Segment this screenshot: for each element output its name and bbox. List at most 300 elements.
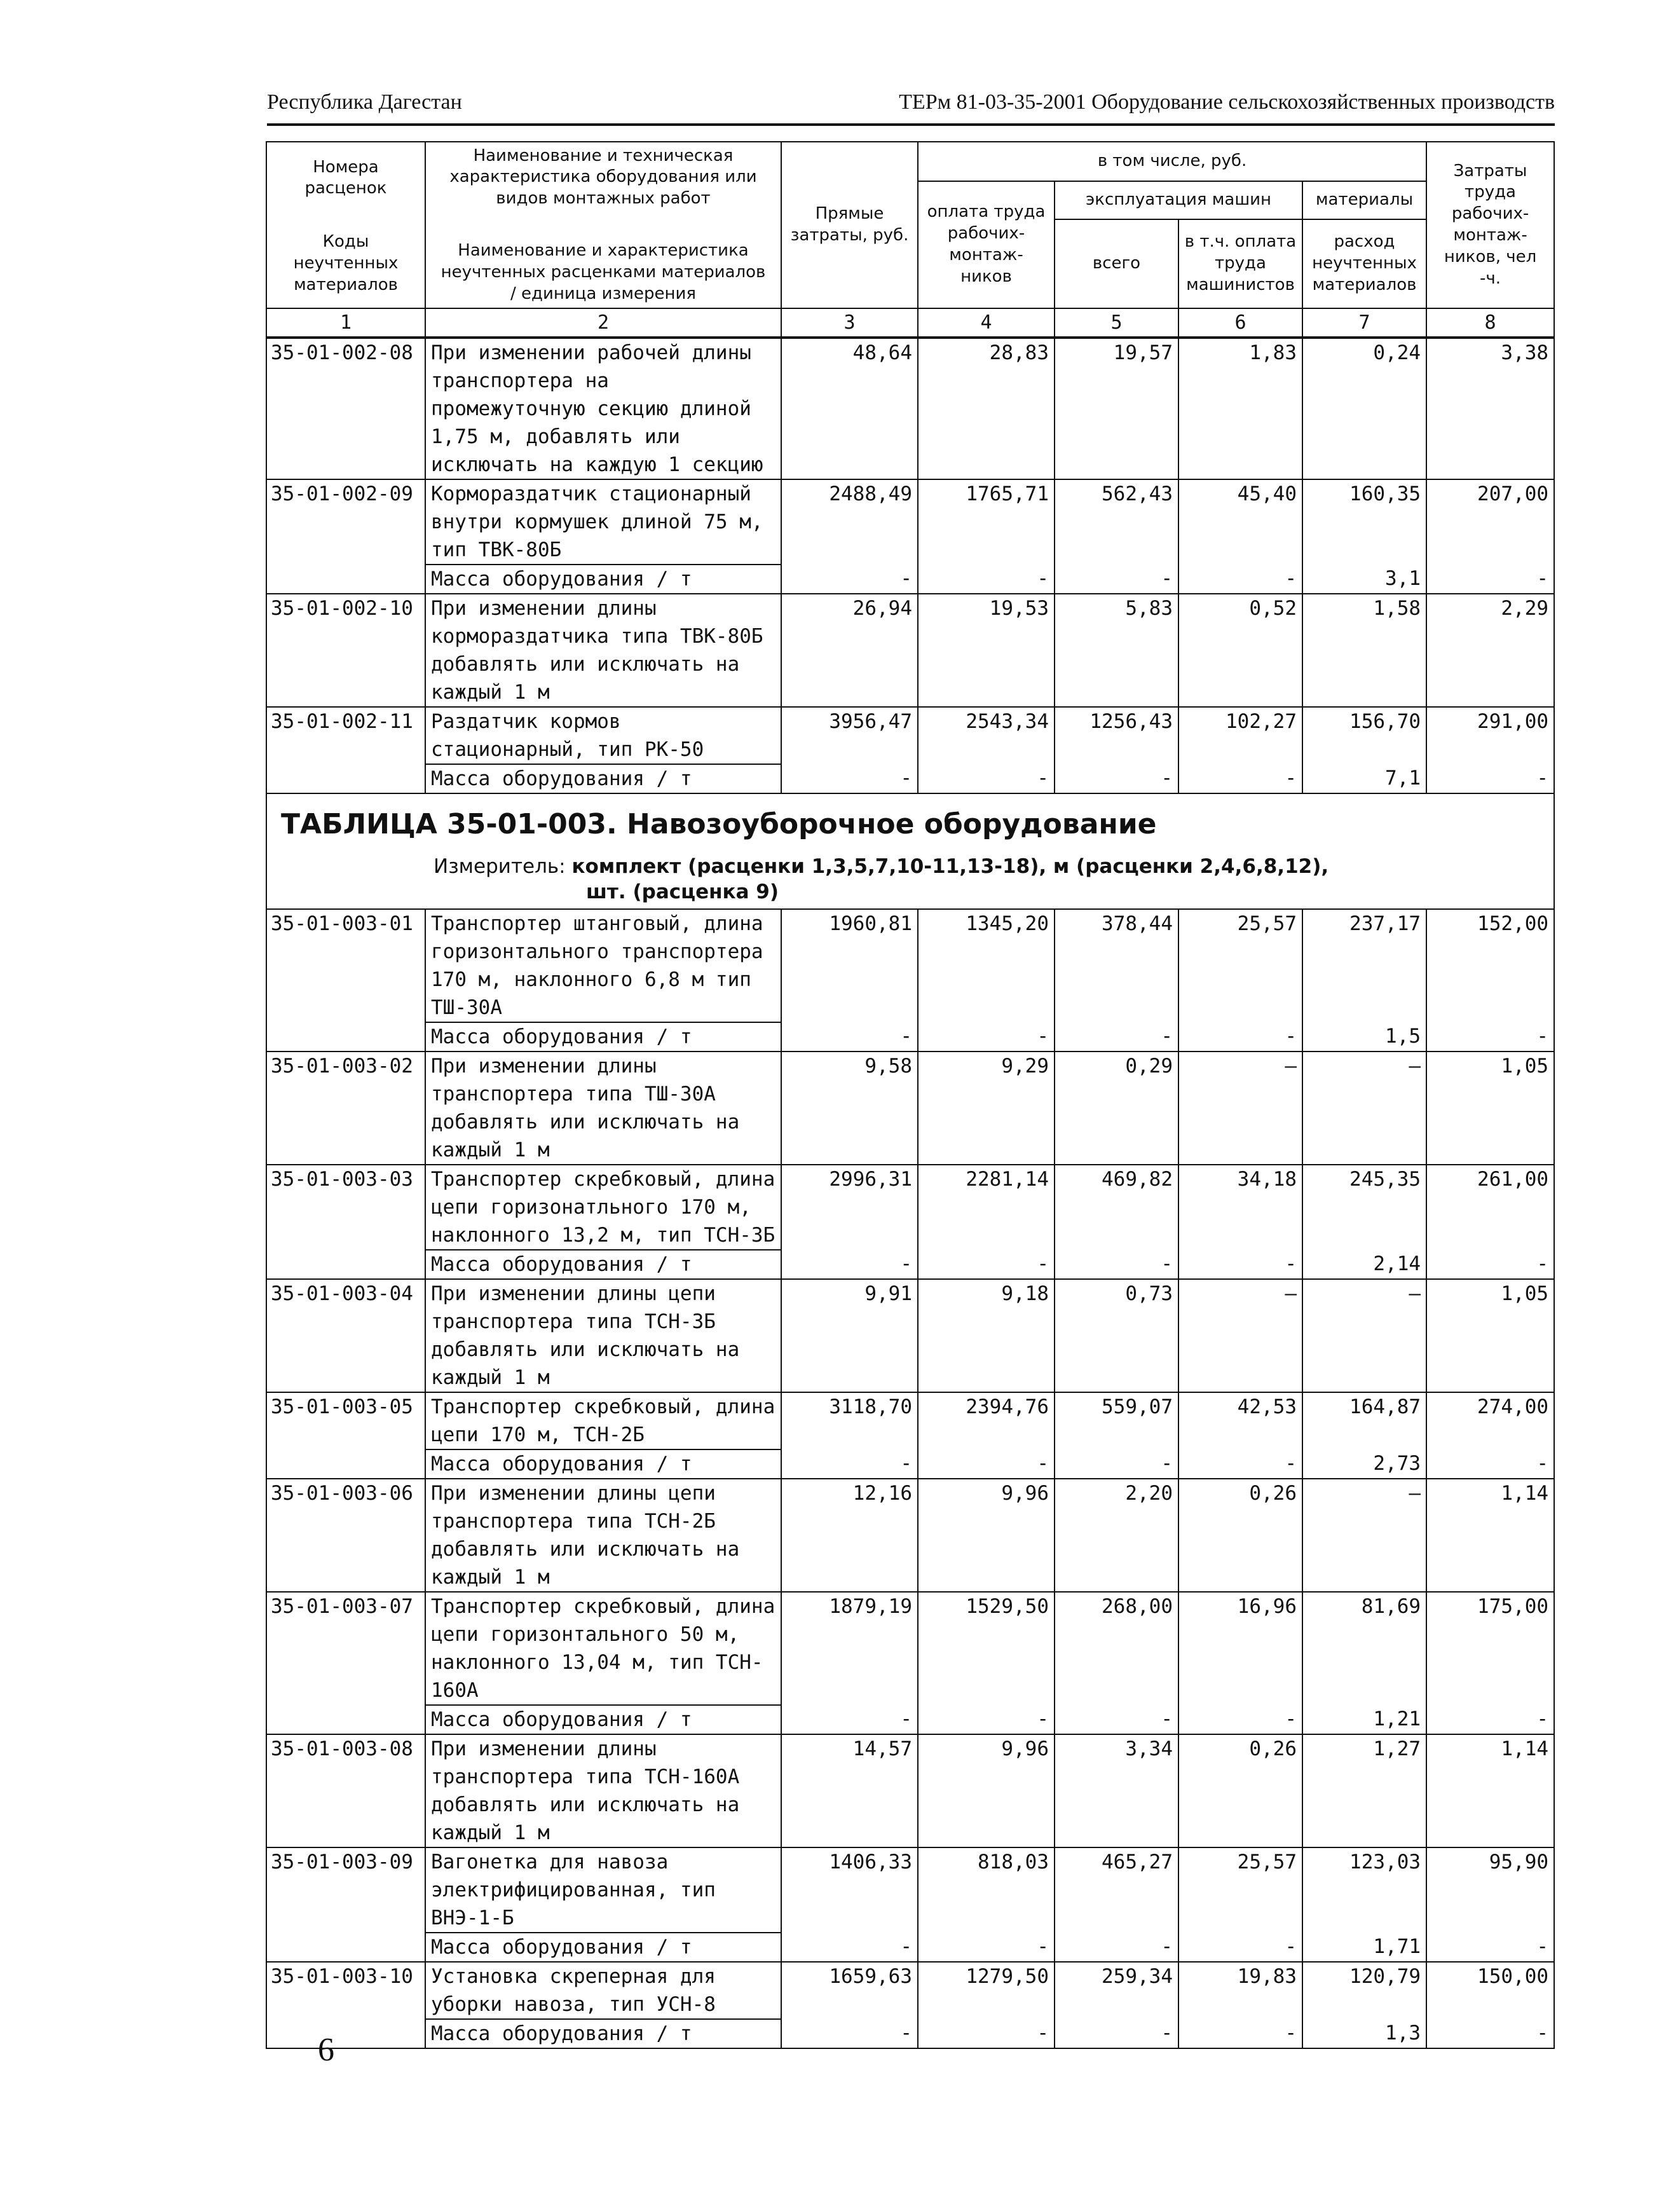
rate-code-blank [266,1676,425,1705]
table-head [266,142,1554,338]
equipment-mass-value: - [1178,565,1302,594]
rate-value-blank [1055,1791,1178,1819]
rate-code: 35-01-003-04 [266,1279,425,1308]
rate-code-blank [266,1819,425,1847]
rate-value: 26,94 [781,594,918,622]
rate-value-blank [918,1763,1055,1791]
page-number: 6 [318,2032,334,2068]
rate-value-blank [1055,678,1178,707]
equipment-mass-label: Масса оборудования / т [425,764,781,793]
rate-value-blank [781,1990,918,2019]
rate-value-blank [1055,1990,1178,2019]
rate-value: 9,91 [781,1279,918,1308]
rate-code-blank [266,966,425,994]
document-title: ТЕРм 81-03-35-2001 Оборудование сельскохозяйственных производств [899,90,1555,114]
equipment-mass-value: - [1426,1449,1554,1479]
rate-value-blank [1178,966,1302,994]
rate-value: 14,57 [781,1734,918,1763]
rate-value: 1,14 [1426,1734,1554,1763]
rate-row-continuation [266,1193,1554,1221]
equipment-mass-value: - [781,1250,918,1279]
rate-value-blank [1302,423,1426,451]
rate-value-blank [781,1763,918,1791]
rate-code-blank [266,1364,425,1392]
rate-value: 1,14 [1426,1479,1554,1507]
rate-value: 1406,33 [781,1847,918,1876]
equipment-mass-row [266,2019,1554,2048]
rate-value-blank [1178,1648,1302,1676]
rate-row-continuation [266,938,1554,966]
equipment-mass-value: - [1426,1933,1554,1962]
rate-value-blank [781,1535,918,1563]
rate-code: 35-01-003-02 [266,1052,425,1080]
equipment-mass-value: - [1178,1449,1302,1479]
rate-row-continuation [266,1676,1554,1705]
equipment-mass-value: - [1178,1022,1302,1052]
rate-value-blank [918,1364,1055,1392]
rate-value-blank [918,1108,1055,1136]
rate-name-line: каждый 1 м [425,1364,781,1392]
rate-value: 3,34 [1055,1734,1178,1763]
rate-value: 2394,76 [918,1392,1055,1421]
rate-value: 120,79 [1302,1962,1426,1990]
rate-code: 35-01-003-03 [266,1165,425,1193]
rate-value-blank [918,1620,1055,1648]
equipment-mass-value: - [918,764,1055,793]
rate-code: 35-01-002-11 [266,707,425,736]
rate-value-blank [1178,736,1302,764]
rate-value-blank [781,451,918,479]
rate-value: 1529,50 [918,1592,1055,1620]
col-header-material-usage: расход неучтенных материалов [1302,219,1426,308]
rate-value-blank [1055,1507,1178,1535]
rate-value: 28,83 [918,338,1055,367]
rate-value-blank [1178,1876,1302,1904]
rate-row-continuation [266,1336,1554,1364]
rate-row-continuation [266,1136,1554,1165]
col-header-wages: оплата труда рабочих-монтаж-ников [918,181,1055,308]
rate-code-blank [266,1022,425,1052]
rate-code-blank [266,1791,425,1819]
equipment-mass-value: - [1055,565,1178,594]
rate-code: 35-01-003-01 [266,909,425,938]
rate-value-blank [918,938,1055,966]
rate-value-blank [781,1421,918,1449]
rate-row-continuation [266,1535,1554,1563]
rate-row-continuation [266,1364,1554,1392]
rate-value-blank [1302,1990,1426,2019]
equipment-mass-row [266,1250,1554,1279]
equipment-mass-value: 2,73 [1302,1449,1426,1479]
rate-code: 35-01-003-05 [266,1392,425,1421]
rate-value-blank [1055,622,1178,650]
rate-value-blank [781,367,918,395]
rate-code-blank [266,1080,425,1108]
rate-value: 9,18 [918,1279,1055,1308]
rate-value-blank [918,451,1055,479]
page-header [267,90,1555,126]
rate-value-blank [1302,650,1426,678]
rate-row-continuation [266,1763,1554,1791]
equipment-mass-value: - [1426,764,1554,793]
rate-value-blank [1055,1676,1178,1705]
rate-value-blank [1302,1535,1426,1563]
rate-value-blank [1426,622,1554,650]
rate-value: 261,00 [1426,1165,1554,1193]
rate-value: 237,17 [1302,909,1426,938]
rate-value: 150,00 [1426,1962,1554,1990]
equipment-mass-value: - [1426,2019,1554,2048]
rate-row-continuation [266,1819,1554,1847]
col-header-labor: Затраты труда рабочих-монтаж-ников, чел -ч. [1426,142,1554,308]
rate-value-blank [781,1819,918,1847]
rate-value-blank [781,1221,918,1250]
rate-name-line: ВНЭ-1-Б [425,1904,781,1933]
rate-row-continuation [266,650,1554,678]
rate-code-blank [266,736,425,764]
rate-value-blank [1055,1904,1178,1933]
rate-value: 123,03 [1302,1847,1426,1876]
rate-value-blank [1426,966,1554,994]
rate-value-blank [1178,1308,1302,1336]
rate-code-blank [266,994,425,1022]
rate-value-blank [1426,1819,1554,1847]
rate-row-continuation [266,966,1554,994]
rate-value-blank [918,536,1055,565]
equipment-mass-row [266,1022,1554,1052]
col-header-names [425,142,781,308]
rate-value-blank [1302,536,1426,565]
rate-value-blank [1055,1763,1178,1791]
rate-value-blank [1055,736,1178,764]
rate-value-blank [1426,1080,1554,1108]
rate-code: 35-01-002-10 [266,594,425,622]
rate-value-blank [781,1563,918,1592]
rate-value-blank [1055,367,1178,395]
col-header-including: в том числе, руб. [918,142,1426,181]
col2-bottom-label: Наименование и характеристика неучтенных расценками материалов / единица измерения [440,241,766,303]
rate-name-line: Транспортер скребковый, длина [425,1592,781,1620]
rate-value-blank [918,1221,1055,1250]
rate-row-continuation [266,536,1554,565]
rate-value: 0,26 [1178,1734,1302,1763]
equipment-mass-row [266,1933,1554,1962]
rate-row-continuation [266,994,1554,1022]
rate-value-blank [918,966,1055,994]
rate-value: 291,00 [1426,707,1554,736]
rate-value-blank [1055,938,1178,966]
equipment-mass-value: - [781,764,918,793]
rate-value: 1,58 [1302,594,1426,622]
section-title: ТАБЛИЦА 35-01-003. Навозоуборочное оборудование [281,808,1157,840]
equipment-mass-label: Масса оборудования / т [425,2019,781,2048]
rate-value-blank [1302,1507,1426,1535]
rate-name-line: цепи 170 м, ТСН-2Б [425,1421,781,1449]
rate-value-blank [1426,1676,1554,1705]
rate-row [266,594,1554,622]
rate-name-line: добавлять или исключать на [425,1535,781,1563]
rate-value-blank [1302,994,1426,1022]
rate-code-blank [266,1136,425,1165]
rate-value: 9,58 [781,1052,918,1080]
equipment-mass-label: Масса оборудования / т [425,1022,781,1052]
equipment-mass-value: - [1055,1933,1178,1962]
rate-name-line: транспортера типа ТСН-160А [425,1763,781,1791]
rate-value-blank [1055,1136,1178,1165]
rate-row-continuation [266,1620,1554,1648]
equipment-mass-value: - [1426,1022,1554,1052]
rate-value: 19,83 [1178,1962,1302,1990]
rate-value-blank [1426,1193,1554,1221]
rate-value: 245,35 [1302,1165,1426,1193]
rate-value: 1960,81 [781,909,918,938]
rate-value-blank [918,678,1055,707]
rate-value-blank [1178,994,1302,1022]
col-header-machines: эксплуатация машин [1055,181,1302,219]
rate-value-blank [918,367,1055,395]
rate-value-blank [1055,1535,1178,1563]
rate-value-blank [918,1904,1055,1933]
equipment-mass-value: - [918,1933,1055,1962]
meter-label: Измеритель: [434,855,566,878]
rate-code: 35-01-003-08 [266,1734,425,1763]
rate-value-blank [1302,966,1426,994]
col-num-4: 4 [918,308,1055,338]
equipment-mass-value: - [781,1449,918,1479]
rate-value: 1659,63 [781,1962,918,1990]
rate-value-blank [918,1136,1055,1165]
rate-row [266,338,1554,367]
rate-value-blank [1302,1336,1426,1364]
rate-value: 818,03 [918,1847,1055,1876]
rate-name-line: Транспортер скребковый, длина [425,1392,781,1421]
rate-value-blank [781,1136,918,1165]
rate-name-line: 160А [425,1676,781,1705]
col-header-codes [266,142,425,308]
rate-value-blank [1302,1620,1426,1648]
rate-row-continuation [266,451,1554,479]
rate-value: 152,00 [1426,909,1554,938]
rate-value-blank [781,508,918,536]
rate-value: 3118,70 [781,1392,918,1421]
rate-value-blank [1426,1648,1554,1676]
rate-value-blank [781,1336,918,1364]
rate-value-blank [1178,451,1302,479]
rate-value-blank [918,1507,1055,1535]
rate-value: 160,35 [1302,479,1426,508]
rate-value: 25,57 [1178,909,1302,938]
column-numbers-row [266,308,1554,338]
rate-value-blank [918,395,1055,423]
rate-value: – [1302,1479,1426,1507]
rate-value: 1,05 [1426,1052,1554,1080]
rate-value-blank [918,1676,1055,1705]
rate-value-blank [918,1421,1055,1449]
equipment-mass-value: - [1178,1250,1302,1279]
rate-value-blank [1426,1990,1554,2019]
rate-name-line: Вагонетка для навоза [425,1847,781,1876]
rate-value-blank [1178,1364,1302,1392]
col1-top-label: Номера расценок [304,157,387,198]
rate-name-line: каждый 1 м [425,678,781,707]
rate-value: 3956,47 [781,707,918,736]
rate-row [266,1279,1554,1308]
rate-row-continuation [266,1990,1554,2019]
rate-value: – [1178,1052,1302,1080]
rate-value-blank [1426,1336,1554,1364]
rate-value-blank [1178,650,1302,678]
rate-value-blank [1055,1421,1178,1449]
rate-value-blank [781,1876,918,1904]
rate-value-blank [781,1080,918,1108]
rate-value-blank [1302,508,1426,536]
rate-code-blank [266,764,425,793]
equipment-mass-value: - [781,2019,918,2048]
rate-value-blank [1178,1193,1302,1221]
rate-row-continuation [266,1791,1554,1819]
rates-table [266,141,1555,2049]
section-35-01-003 [266,793,1554,909]
rate-value: 19,53 [918,594,1055,622]
rate-value: 1345,20 [918,909,1055,938]
equipment-mass-value: - [918,2019,1055,2048]
rate-row [266,707,1554,736]
rate-value-blank [1302,1763,1426,1791]
rate-value-blank [1055,536,1178,565]
rate-value-blank [781,622,918,650]
rate-value-blank [781,736,918,764]
rate-value-blank [781,1507,918,1535]
rate-value-blank [918,423,1055,451]
rate-row-continuation [266,678,1554,707]
rate-value-blank [1302,622,1426,650]
rate-name-line: При изменении длины цепи [425,1479,781,1507]
rate-code-blank [266,1876,425,1904]
rate-value-blank [1426,678,1554,707]
rate-code-blank [266,1620,425,1648]
rate-value-blank [1055,1221,1178,1250]
rate-value-blank [1302,395,1426,423]
rate-code-blank [266,367,425,395]
rate-value: – [1302,1279,1426,1308]
rate-row [266,1052,1554,1080]
rate-value: – [1178,1279,1302,1308]
rate-row-continuation [266,1421,1554,1449]
rate-value-blank [1302,1108,1426,1136]
col-header-materials: материалы [1302,181,1426,219]
rate-value-blank [1426,1308,1554,1336]
rate-value-blank [1426,1364,1554,1392]
rate-name-line: Раздатчик кормов [425,707,781,736]
rate-value-blank [781,678,918,707]
rate-value-blank [1055,1563,1178,1592]
rate-name-line: транспортера на [425,367,781,395]
equipment-mass-value: 3,1 [1302,565,1426,594]
equipment-mass-value: - [1178,1705,1302,1734]
rate-name-line: Кормораздатчик стационарный [425,479,781,508]
rate-code-blank [266,1193,425,1221]
rate-value: 12,16 [781,1479,918,1507]
rate-value-blank [918,622,1055,650]
rate-value-blank [1426,451,1554,479]
rate-row-continuation [266,1080,1554,1108]
rate-value-blank [1426,508,1554,536]
rate-value-blank [1055,1876,1178,1904]
rate-value-blank [781,994,918,1022]
rate-value-blank [918,994,1055,1022]
rate-value-blank [1426,736,1554,764]
col1-bottom-label: Коды неучтенных материалов [293,232,399,294]
col-num-7: 7 [1302,308,1426,338]
rate-value-blank [1055,423,1178,451]
rate-value-blank [1302,367,1426,395]
rate-row [266,479,1554,508]
rate-code-blank [266,1648,425,1676]
rate-value: 5,83 [1055,594,1178,622]
rate-code-blank [266,1336,425,1364]
rate-name-line: добавлять или исключать на [425,1108,781,1136]
rate-value: 469,82 [1055,1165,1178,1193]
equipment-mass-value: - [918,565,1055,594]
equipment-mass-value: 1,21 [1302,1705,1426,1734]
rate-value: 42,53 [1178,1392,1302,1421]
rate-value-blank [1178,1421,1302,1449]
rate-value-blank [1302,1080,1426,1108]
rate-value-blank [918,1080,1055,1108]
rate-value: 3,38 [1426,338,1554,367]
rate-value: 1,05 [1426,1279,1554,1308]
rate-value-blank [1302,1221,1426,1250]
rate-row-continuation [266,423,1554,451]
rate-row [266,909,1554,938]
rate-value: 45,40 [1178,479,1302,508]
rate-value: 0,29 [1055,1052,1178,1080]
rate-value-blank [1055,395,1178,423]
rate-name-line: наклонного 13,2 м, тип ТСН-3Б [425,1221,781,1250]
equipment-mass-value: - [781,1022,918,1052]
table-body-35-01-002 [266,338,1554,793]
rate-name-line: тип ТВК-80Б [425,536,781,565]
equipment-mass-row [266,565,1554,594]
rate-value-blank [1178,367,1302,395]
rate-name-line: уборки навоза, тип УСН-8 [425,1990,781,2019]
equipment-mass-value: - [1055,1705,1178,1734]
rate-value-blank [781,1193,918,1221]
rate-value-blank [1178,1791,1302,1819]
rate-value-blank [781,966,918,994]
rate-code-blank [266,536,425,565]
rate-name-line: каждый 1 м [425,1563,781,1592]
rate-name-line: каждый 1 м [425,1136,781,1165]
rate-value-blank [918,508,1055,536]
rate-value-blank [1178,1990,1302,2019]
rate-name-line: Установка скреперная для [425,1962,781,1990]
rate-value-blank [1302,1819,1426,1847]
rate-value-blank [1055,451,1178,479]
rate-value-blank [918,1876,1055,1904]
table-body-35-01-003 [266,909,1554,2048]
rate-value-blank [781,1308,918,1336]
rate-value: 268,00 [1055,1592,1178,1620]
rate-value-blank [781,536,918,565]
rate-value-blank [1055,1193,1178,1221]
rate-value-blank [1178,536,1302,565]
equipment-mass-value: - [1178,1933,1302,1962]
rate-name-line: 1,75 м, добавлять или [425,423,781,451]
rate-code-blank [266,1933,425,1962]
rate-value-blank [1302,736,1426,764]
rate-value: 465,27 [1055,1847,1178,1876]
